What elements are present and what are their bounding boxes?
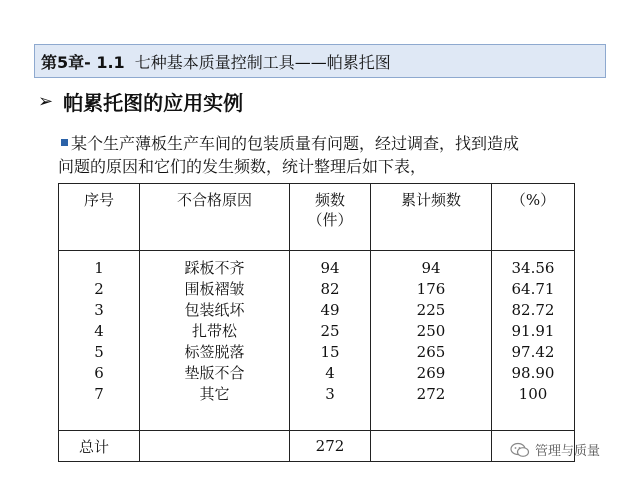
section-heading	[38, 86, 243, 116]
total-empty-cell	[371, 431, 492, 462]
intro-line-2: 问题的原因和它们的发生频数，统计整理后如下表，	[58, 157, 427, 176]
row-cumulative: 265	[416, 343, 446, 361]
row-reason: 标签脱落	[184, 343, 245, 361]
watermark-text: 管理与质量	[535, 444, 601, 459]
row-frequency: 4	[325, 364, 335, 382]
row-percent: 97.42	[511, 343, 555, 361]
row-cumulative: 176	[416, 280, 446, 298]
row-cumulative: 269	[416, 364, 446, 382]
row-index: 7	[94, 385, 104, 403]
row-cumulative: 225	[416, 301, 446, 319]
row-frequency: 49	[320, 301, 340, 319]
row-reason: 其它	[199, 385, 230, 403]
row-reason: 踩板不齐	[184, 259, 245, 277]
slide-header	[34, 44, 606, 78]
row-index: 5	[94, 343, 104, 361]
reason-column	[140, 251, 290, 431]
row-percent: 98.90	[511, 364, 555, 382]
row-frequency: 3	[325, 385, 335, 403]
row-cumulative: 250	[416, 322, 446, 340]
row-frequency: 15	[320, 343, 340, 361]
total-value: 272	[290, 431, 371, 462]
table-header-row	[59, 184, 575, 251]
chapter-label: 第5章- 1.1	[41, 52, 125, 72]
table-data-row	[59, 251, 575, 431]
row-reason: 垫版不合	[184, 364, 245, 382]
row-index: 1	[94, 259, 104, 277]
cumulative-column	[371, 251, 492, 431]
percent-column	[492, 251, 575, 431]
row-reason: 围板褶皱	[184, 280, 245, 298]
defect-table	[58, 183, 575, 462]
row-index: 2	[94, 280, 104, 298]
header-cell-reason: 不合格原因	[140, 184, 290, 251]
row-cumulative: 94	[421, 259, 441, 277]
row-percent: 82.72	[511, 301, 555, 319]
slide-title: 七种基本质量控制工具——帕累托图	[134, 52, 391, 72]
total-empty-cell	[140, 431, 290, 462]
row-cumulative: 272	[416, 385, 446, 403]
row-index: 6	[94, 364, 104, 382]
square-bullet-icon	[61, 139, 68, 146]
row-index: 3	[94, 301, 104, 319]
frequency-column	[290, 251, 371, 431]
arrow-bullet-icon: ➢	[38, 90, 54, 112]
section-title: 帕累托图的应用实例	[63, 90, 244, 115]
row-percent: 34.56	[511, 259, 555, 277]
header-cell-percent: （%）	[492, 184, 575, 251]
row-frequency: 25	[320, 322, 340, 340]
row-reason: 包装纸坏	[184, 301, 245, 319]
row-percent: 100	[518, 385, 548, 403]
row-reason: 扎带松	[191, 322, 237, 340]
intro-paragraph	[58, 132, 621, 178]
row-frequency: 94	[320, 259, 340, 277]
row-index: 4	[94, 322, 104, 340]
table-total-row	[59, 431, 575, 462]
header-cell-cumulative: 累计频数	[371, 184, 492, 251]
header-cell-frequency: 频数 （件）	[290, 184, 371, 251]
header-cell-index: 序号	[59, 184, 140, 251]
watermark	[510, 440, 600, 459]
index-column	[59, 251, 140, 431]
total-label: 总计	[59, 431, 140, 462]
row-frequency: 82	[320, 280, 340, 298]
intro-line-1: 某个生产薄板生产车间的包装质量有问题，经过调查，找到造成	[71, 134, 520, 153]
row-percent: 91.91	[511, 322, 555, 340]
row-percent: 64.71	[511, 280, 555, 298]
wechat-icon	[510, 442, 530, 458]
